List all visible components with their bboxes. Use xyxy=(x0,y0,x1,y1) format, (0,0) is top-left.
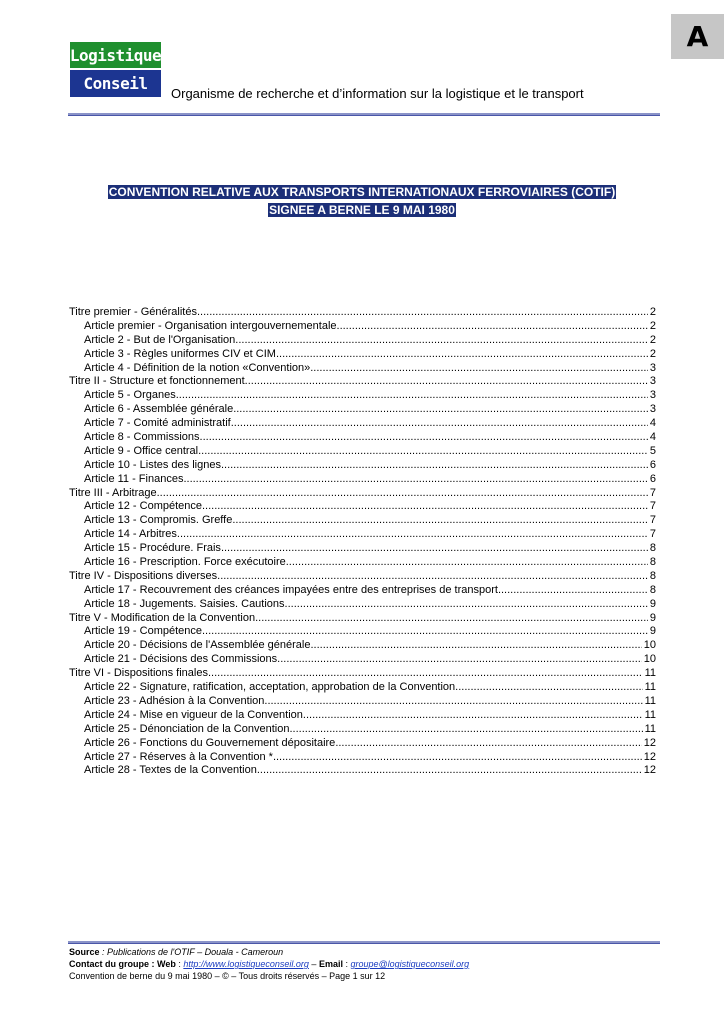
toc-page-number: 3 xyxy=(649,375,656,388)
toc-page-number: 4 xyxy=(649,431,656,444)
toc-article-entry[interactable] xyxy=(69,334,656,348)
toc-dot-leader xyxy=(498,584,648,598)
toc-dot-leader xyxy=(255,612,648,626)
toc-page-number: 2 xyxy=(649,333,656,346)
toc-dot-leader xyxy=(273,751,642,765)
toc-title-entry[interactable] xyxy=(69,667,656,681)
toc-dot-leader xyxy=(198,445,648,459)
toc-dot-leader xyxy=(202,500,648,514)
toc-entry-text: Article 22 - Signature, ratification, acceptation, approbation de la Convention xyxy=(84,681,456,694)
footer-rule xyxy=(68,941,660,944)
footer-copyright-line: Convention de berne du 9 mai 1980 – © – Tous droits réservés – Page 1 sur 12 xyxy=(69,971,386,981)
toc-page-number: 3 xyxy=(649,361,656,374)
toc-article-entry[interactable] xyxy=(69,348,656,362)
title-line-1: CONVENTION RELATIVE AUX TRANSPORTS INTERNATIONAUX FERROVIAIRES (COTIF) xyxy=(108,185,616,199)
toc-dot-leader xyxy=(335,737,641,751)
toc-entry-text: Article 16 - Prescription. Force exécutoire xyxy=(84,556,286,569)
toc-entry-text: Article 21 - Décisions des Commissions xyxy=(84,653,278,666)
toc-dot-leader xyxy=(221,459,648,473)
toc-page-number: 8 xyxy=(649,583,656,596)
toc-entry-text: Article 10 - Listes des lignes xyxy=(84,458,221,471)
footer-contact-line: Contact du groupe : Web : http://www.logistiqueconseil.org – Email : groupe@logistiqueconseil.org xyxy=(69,959,470,969)
toc-dot-leader xyxy=(285,598,648,612)
toc-entry-text: Titre premier - Généralités xyxy=(69,306,197,318)
toc-page-number: 8 xyxy=(649,542,656,555)
toc-article-entry[interactable] xyxy=(69,737,656,751)
toc-entry-text: Article 26 - Fonctions du Gouvernement dépositaire xyxy=(84,736,336,749)
toc-entry-text: Article 5 - Organes xyxy=(84,389,176,402)
toc-entry-text: Article 12 - Compétence xyxy=(84,500,202,513)
toc-article-entry[interactable] xyxy=(69,417,656,431)
footer xyxy=(69,946,469,982)
toc-page-number: 9 xyxy=(649,611,656,624)
toc-article-entry[interactable] xyxy=(69,723,656,737)
toc-entry-text: Article 27 - Réserves à la Convention * xyxy=(84,750,273,763)
toc-page-number: 2 xyxy=(649,347,656,360)
toc-article-entry[interactable] xyxy=(69,320,656,334)
header-subtitle: Organisme de recherche et d’information sur la logistique et le transport xyxy=(171,86,584,101)
toc-dot-leader xyxy=(208,667,643,681)
toc-dot-leader xyxy=(197,306,648,320)
toc-article-entry[interactable] xyxy=(69,459,656,473)
toc-title-entry[interactable] xyxy=(69,612,656,626)
toc-article-entry[interactable] xyxy=(69,764,656,778)
toc-article-entry[interactable] xyxy=(69,695,656,709)
toc-entry-text: Titre II - Structure et fonctionnement xyxy=(69,375,245,388)
toc-entry-text: Article 28 - Textes de la Convention xyxy=(84,764,257,777)
toc-page-number: 11 xyxy=(644,722,656,735)
toc-dot-leader xyxy=(157,487,648,501)
toc-dot-leader xyxy=(257,764,642,778)
toc-dot-leader xyxy=(235,334,648,348)
toc-page-number: 9 xyxy=(649,625,656,638)
toc-page-number: 2 xyxy=(649,306,656,318)
toc-article-entry[interactable] xyxy=(69,751,656,765)
footer-source-line xyxy=(69,946,469,958)
toc-dot-leader xyxy=(276,348,648,362)
toc-page-number: 12 xyxy=(643,736,656,749)
toc-page-number: 11 xyxy=(644,694,656,707)
toc-entry-text: Article 17 - Recouvrement des créances impayées entre des entreprises de transport xyxy=(84,583,498,596)
toc-entry-text: Titre VI - Dispositions finales xyxy=(69,667,208,680)
toc-article-entry[interactable] xyxy=(69,473,656,487)
toc-entry-text: Article 2 - But de l'Organisation xyxy=(84,333,236,346)
toc-article-entry[interactable] xyxy=(69,528,656,542)
toc-dot-leader xyxy=(264,695,642,709)
toc-page-number: 4 xyxy=(649,417,656,430)
toc-article-entry[interactable] xyxy=(69,653,656,667)
toc-entry-text: Article 24 - Mise en vigueur de la Convention xyxy=(84,708,303,721)
toc-article-entry[interactable] xyxy=(69,598,656,612)
footer-source-text: : Publications de l'OTIF – Douala - Cameroun xyxy=(99,947,284,957)
toc-title-entry[interactable] xyxy=(69,306,656,320)
logo-conseil: Conseil xyxy=(70,70,161,97)
toc-page-number: 10 xyxy=(643,639,656,652)
toc-page-number: 11 xyxy=(644,667,656,680)
toc-dot-leader xyxy=(231,417,648,431)
toc-article-entry[interactable] xyxy=(69,362,656,376)
toc-page-number: 7 xyxy=(649,500,656,513)
toc-dot-leader xyxy=(202,625,648,639)
footer-web-link[interactable]: http://www.logistiqueconseil.org xyxy=(183,959,309,969)
toc-article-entry[interactable] xyxy=(69,514,656,528)
toc-page-number: 8 xyxy=(649,569,656,582)
toc-article-entry[interactable] xyxy=(69,639,656,653)
toc-page-number: 8 xyxy=(649,556,656,569)
toc-entry-text: Article 13 - Compromis. Greffe xyxy=(84,514,233,527)
toc-dot-leader xyxy=(311,639,642,653)
toc-entry-text: Article 11 - Finances xyxy=(84,472,184,485)
toc-page-number: 5 xyxy=(649,444,656,457)
toc-entry-text: Article 18 - Jugements. Saisies. Cautions xyxy=(84,597,285,610)
toc-page-number: 6 xyxy=(649,472,656,485)
logo-logistique: Logistique xyxy=(70,42,161,68)
header-rule xyxy=(68,113,660,116)
toc-page-number: 7 xyxy=(649,528,656,541)
toc-page-number: 12 xyxy=(643,750,656,763)
toc-dot-leader xyxy=(289,723,642,737)
toc-page-number: 3 xyxy=(649,403,656,416)
toc-article-entry[interactable] xyxy=(69,709,656,723)
toc-article-entry[interactable] xyxy=(69,556,656,570)
toc-article-entry[interactable] xyxy=(69,389,656,403)
toc-entry-text: Article 15 - Procédure. Frais xyxy=(84,542,221,555)
toc-article-entry[interactable] xyxy=(69,500,656,514)
toc-entry-text: Article 19 - Compétence xyxy=(84,625,202,638)
toc-entry-text: Article 3 - Règles uniformes CIV et CIM xyxy=(84,347,276,360)
toc-article-entry[interactable] xyxy=(69,403,656,417)
toc-entry-text: Article 8 - Commissions xyxy=(84,431,200,444)
toc-article-entry[interactable] xyxy=(69,681,656,695)
toc-article-entry[interactable] xyxy=(69,584,656,598)
toc-article-entry[interactable] xyxy=(69,445,656,459)
toc-dot-leader xyxy=(245,375,648,389)
toc-entry-text: Article 9 - Office central xyxy=(84,444,199,457)
toc-page-number: 7 xyxy=(649,486,656,499)
toc-dot-leader xyxy=(221,542,648,556)
toc-page-number: 10 xyxy=(643,653,656,666)
toc-entry-text: Article 14 - Arbitres xyxy=(84,528,177,541)
toc-entry-text: Titre III - Arbitrage xyxy=(69,486,157,499)
toc-dot-leader xyxy=(176,389,648,403)
toc-page-number: 6 xyxy=(649,458,656,471)
table-of-contents xyxy=(69,306,656,778)
toc-entry-text: Article 6 - Assemblée générale xyxy=(84,403,234,416)
toc-entry-text: Article 7 - Comité administratif xyxy=(84,417,231,430)
toc-entry-text: Article premier - Organisation intergouvernementale xyxy=(84,319,337,332)
page-tab-letter: A xyxy=(671,14,724,59)
title-line-2: SIGNEE A BERNE LE 9 MAI 1980 xyxy=(269,203,455,217)
toc-dot-leader xyxy=(232,514,648,528)
toc-entry-text: Article 25 - Dénonciation de la Convention xyxy=(84,722,290,735)
toc-title-entry[interactable] xyxy=(69,570,656,584)
document-title xyxy=(0,183,724,219)
toc-article-entry[interactable] xyxy=(69,542,656,556)
toc-article-entry[interactable] xyxy=(69,431,656,445)
toc-dot-leader xyxy=(233,403,648,417)
toc-dot-leader xyxy=(337,320,648,334)
toc-title-entry[interactable] xyxy=(69,487,656,501)
toc-entry-text: Article 4 - Définition de la notion «Convention» xyxy=(84,361,311,374)
toc-dot-leader xyxy=(455,681,642,695)
toc-page-number: 11 xyxy=(644,708,656,721)
toc-dot-leader xyxy=(286,556,648,570)
toc-dot-leader xyxy=(217,570,648,584)
toc-page-number: 7 xyxy=(649,514,656,527)
toc-dot-leader xyxy=(310,362,648,376)
toc-title-entry[interactable] xyxy=(69,375,656,389)
toc-page-number: 2 xyxy=(649,319,656,332)
toc-entry-text: Article 20 - Décisions de l'Assemblée générale xyxy=(84,639,311,652)
footer-email-link[interactable]: groupe@logistiqueconseil.org xyxy=(350,959,470,969)
toc-dot-leader xyxy=(303,709,643,723)
toc-dot-leader xyxy=(277,653,642,667)
toc-article-entry[interactable] xyxy=(69,625,656,639)
toc-entry-text: Article 23 - Adhésion à la Convention xyxy=(84,694,265,707)
toc-dot-leader xyxy=(200,431,648,445)
toc-page-number: 12 xyxy=(643,764,656,777)
toc-page-number: 3 xyxy=(649,389,656,402)
footer-email-label: Email xyxy=(318,959,343,969)
footer-contact-label: Contact du groupe : Web xyxy=(69,959,176,969)
toc-entry-text: Titre IV - Dispositions diverses xyxy=(69,569,218,582)
footer-source-label: Source xyxy=(69,947,100,957)
toc-dot-leader xyxy=(183,473,647,487)
toc-dot-leader xyxy=(177,528,648,542)
toc-entry-text: Titre V - Modification de la Convention xyxy=(69,611,256,624)
toc-page-number: 9 xyxy=(649,597,656,610)
toc-page-number: 11 xyxy=(644,681,656,694)
